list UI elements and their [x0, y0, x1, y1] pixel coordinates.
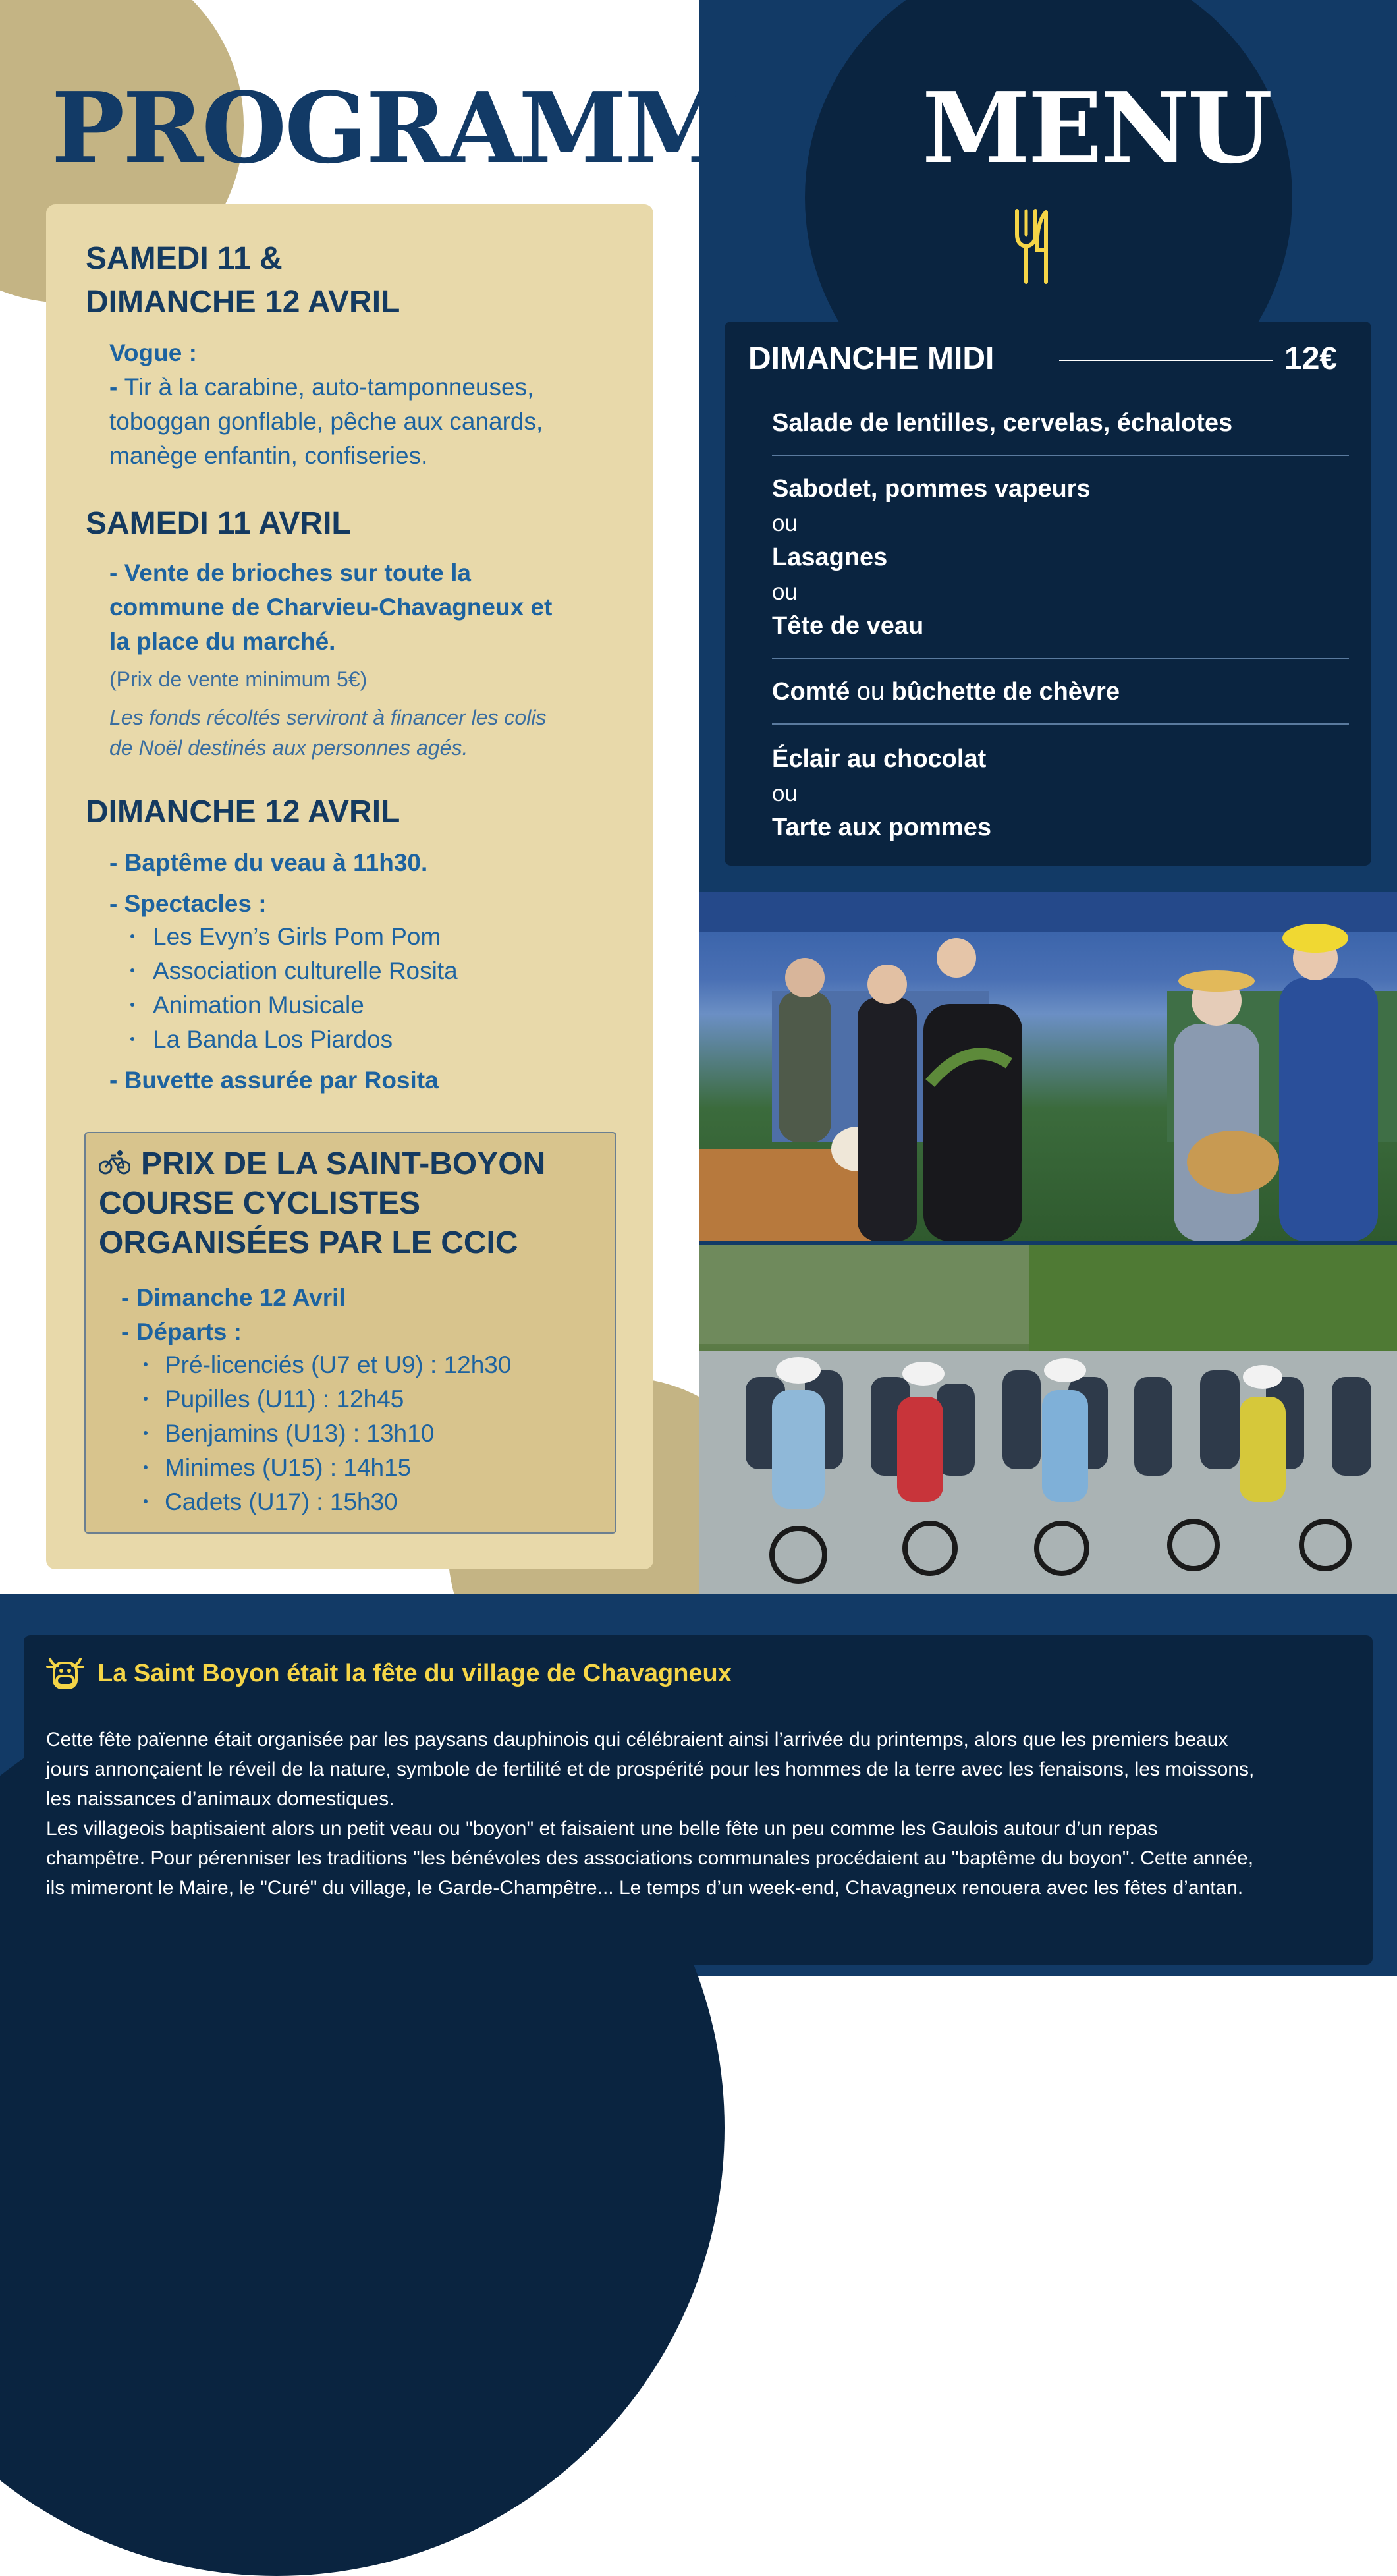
funds-note-line2: de Noël destinés aux personnes agés.: [109, 736, 468, 760]
menu-title: MENU: [922, 70, 1271, 185]
history-p2-line2: champêtre. Pour pérenniser les traditions "les bénévoles des associations communales procédaient au "baptême du boyon". Cette année,: [46, 1847, 1254, 1869]
depart-item-1: Pré-licenciés (U7 et U9) : 12h30: [165, 1351, 512, 1378]
price-note: (Prix de vente minimum 5€): [109, 667, 368, 691]
vogue-line2: toboggan gonflable, pêche aux canards,: [109, 408, 543, 435]
menu-or: ou: [772, 579, 798, 605]
bullet-dot: [130, 1003, 134, 1007]
brioche-line1: - Vente de brioches sur toute la: [109, 559, 471, 586]
bapteme-item: - Baptême du veau à 11h30.: [109, 849, 428, 876]
depart-item-2: Pupilles (U11) : 12h45: [165, 1386, 404, 1413]
menu-heading: DIMANCHE MIDI: [748, 341, 995, 376]
weekend-heading-line2: DIMANCHE 12 AVRIL: [86, 285, 400, 320]
depart-item-4: Minimes (U15) : 14h15: [165, 1454, 412, 1481]
menu-dessert-2: Tarte aux pommes: [772, 814, 991, 841]
menu-price: 12€: [1284, 341, 1338, 376]
cycling-race-photo: [699, 1245, 1397, 1594]
menu-fromage: Comté ou bûchette de chèvre: [772, 678, 1120, 706]
menu-divider: [772, 658, 1349, 659]
menu-plat-1: Sabodet, pommes vapeurs: [772, 475, 1091, 503]
race-heading-line2: COURSE CYCLISTES: [99, 1186, 421, 1221]
brioche-line3: la place du marché.: [109, 628, 336, 655]
weekend-heading-line1: SAMEDI 11 &: [86, 241, 283, 276]
history-p2-line1: Les villageois baptisaient alors un petit veau ou "boyon" et faisaient une belle fête un peu comme les Gaulois autour d’un repas: [46, 1818, 1158, 1839]
history-title: La Saint Boyon était la fête du village de Chavagneux: [97, 1660, 732, 1687]
bullet-dot: [144, 1397, 148, 1401]
bullet-dot: [130, 934, 134, 938]
bullet-dot: [144, 1431, 148, 1435]
cycling-race-illustration: [699, 1245, 1397, 1594]
bullet-dot: [130, 1037, 134, 1041]
funds-note-line1: Les fonds récoltés serviront à financer les colis: [109, 706, 547, 729]
menu-or: ou: [772, 781, 798, 806]
vogue-line1: - Tir à la carabine, auto-tamponneuses,: [109, 374, 534, 401]
spectacle-item-3: Animation Musicale: [153, 992, 364, 1019]
cow-head-icon: [46, 1654, 84, 1691]
calf-baptism-photo: [699, 892, 1397, 1241]
depart-item-3: Benjamins (U13) : 13h10: [165, 1420, 435, 1447]
fork-knife-icon: [1014, 208, 1050, 285]
history-body: [46, 1725, 1350, 1903]
sunday-heading: DIMANCHE 12 AVRIL: [86, 795, 400, 829]
spectacle-item-4: La Banda Los Piardos: [153, 1026, 393, 1053]
buvette-item: - Buvette assurée par Rosita: [109, 1067, 439, 1094]
race-date: - Dimanche 12 Avril: [121, 1284, 346, 1311]
spectacle-item-1: Les Evyn’s Girls Pom Pom: [153, 923, 441, 950]
menu-entree: Salade de lentilles, cervelas, échalotes: [772, 409, 1233, 437]
menu-plat-3: Tête de veau: [772, 612, 924, 640]
calf-baptism-illustration: [699, 892, 1397, 1241]
race-heading-line1: PRIX DE LA SAINT-BOYON: [141, 1146, 546, 1181]
history-p1-line2: jours annonçaient le réveil de la nature, symbole de fertilité et de prospérité pour les hommes de la terre avec les fenaisons, les moissons,: [46, 1758, 1255, 1780]
race-heading-line3: ORGANISÉES PAR LE CCIC: [99, 1225, 518, 1260]
depart-item-5: Cadets (U17) : 15h30: [165, 1488, 398, 1515]
vogue-label: Vogue :: [109, 339, 197, 366]
vogue-line3: manège enfantin, confiseries.: [109, 442, 428, 469]
spectacles-label: - Spectacles :: [109, 890, 267, 917]
menu-heading-rule: [1059, 360, 1273, 361]
bullet-dot: [144, 1499, 148, 1503]
programme-title: PROGRAMME: [51, 70, 803, 185]
bullet-dot: [144, 1362, 148, 1366]
menu-divider: [772, 455, 1349, 456]
spectacle-item-2: Association culturelle Rosita: [153, 957, 458, 984]
menu-or: ou: [772, 511, 798, 536]
menu-divider: [772, 723, 1349, 725]
menu-plat-2: Lasagnes: [772, 544, 888, 571]
bullet-dot: [144, 1465, 148, 1469]
history-p1-line3: les naissances d’animaux domestiques.: [46, 1788, 395, 1810]
bullet-dot: [130, 968, 134, 972]
menu-dessert-1: Éclair au chocolat: [772, 745, 987, 773]
saturday-heading: SAMEDI 11 AVRIL: [86, 506, 351, 541]
bicycle-icon: [99, 1149, 130, 1175]
departs-label: - Départs :: [121, 1318, 242, 1345]
history-p2-line3: ils mimeront le Maire, le "Curé" du village, le Garde-Champêtre... Le temps d’un week-end, Chavagneux renouera avec les fêtes d’antan.: [46, 1877, 1244, 1899]
menu-card: [725, 322, 1371, 866]
history-p1-line1: Cette fête païenne était organisée par les paysans dauphinois qui célébraient ainsi l’arrivée du printemps, alors que les premiers beaux: [46, 1729, 1228, 1750]
brioche-line2: commune de Charvieu-Chavagneux et: [109, 594, 553, 621]
